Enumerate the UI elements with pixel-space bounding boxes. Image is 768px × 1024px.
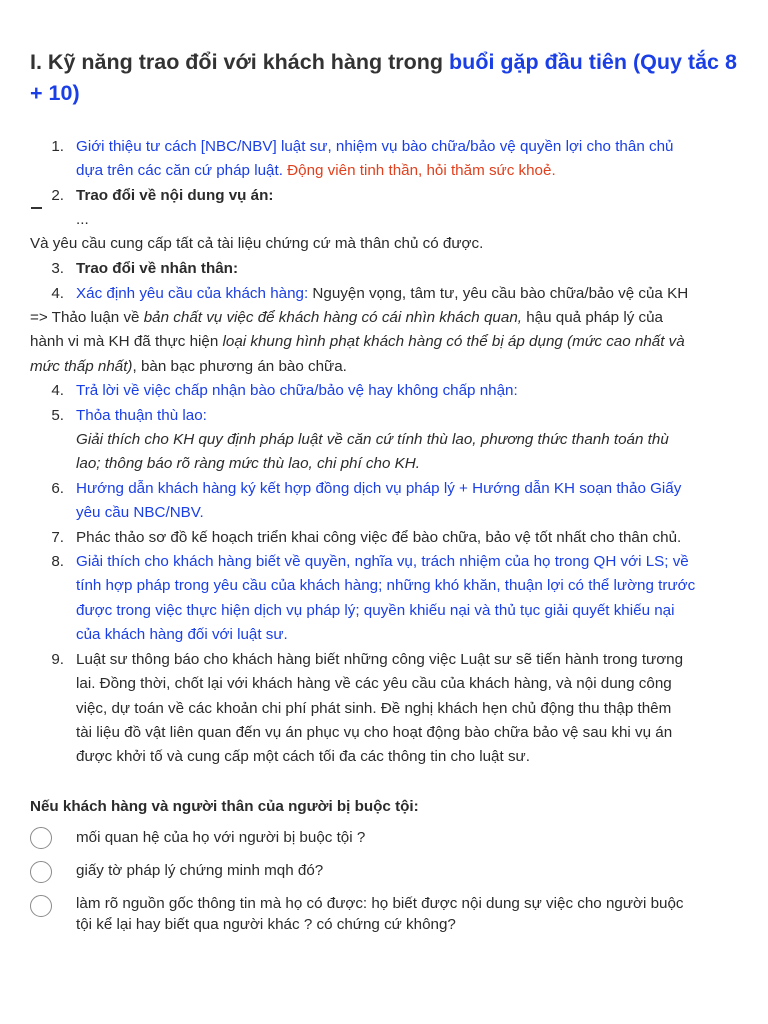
item-1-line-2: dựa trên các căn cứ pháp luật. Động viên tinh thần, hỏi thăm sức khoẻ. — [76, 162, 556, 179]
item-1-number: 1. — [51, 138, 64, 155]
checklist-item-3-line-1: làm rõ nguồn gốc thông tin mà họ có được: họ biết được nội dung sự việc cho người buộc — [76, 895, 684, 912]
item-4a-number: 4. — [51, 285, 64, 302]
item-4a-line-2: => Thảo luận về bản chất vụ việc để khách hàng có cái nhìn khách quan, hậu quả pháp lý của — [30, 309, 664, 326]
checklist-item-3-line-2: tội kể lại hay biết qua người khác ? có chứng cứ không? — [76, 916, 456, 933]
item-4a-line-3: hành vi mà KH đã thực hiện loại khung hình phạt khách hàng có thể bị áp dụng (mức cao nhất và — [30, 333, 685, 350]
title-highlight: buổi gặp đầu tiên (Quy tắc 8 — [449, 50, 737, 74]
title-highlight-cont: + 10) — [30, 81, 80, 105]
item-3-number: 3. — [51, 260, 64, 277]
item-2-text: Trao đổi về nội dung vụ án: — [76, 187, 274, 204]
item-4a-line-4: mức thấp nhất), bàn bạc phương án bào chữa. — [30, 358, 347, 375]
item-9-line-4: tài liệu đồ vật liên quan đến vụ án phục vụ cho hoạt động bào chữa bảo vệ sau khi vụ án — [76, 724, 673, 741]
item-7-number: 7. — [51, 529, 64, 546]
item-5-line-3: lao; thông báo rõ ràng mức thù lao, chi phí cho KH. — [76, 455, 420, 472]
item-8-number: 8. — [51, 553, 64, 570]
item-2-dash-text: ... — [76, 211, 89, 228]
item-8-line-4: của khách hàng đối với luật sư. — [76, 626, 288, 643]
item-7-text: Phác thảo sơ đồ kế hoạch triển khai công việc để bào chữa, bảo vệ tốt nhất cho thân chủ. — [76, 529, 682, 546]
item-1-line-1: Giới thiệu tư cách [NBC/NBV] luật sư, nhiệm vụ bào chữa/bảo vệ quyền lợi cho thân chủ — [76, 138, 674, 155]
item-5-line-2: Giải thích cho KH quy định pháp luật về căn cứ tính thù lao, phương thức thanh toán thù — [76, 431, 669, 448]
item-4b-number: 4. — [51, 382, 64, 399]
checklist-item-2: giấy tờ pháp lý chứng minh mqh đó? — [76, 862, 324, 879]
item-3-text: Trao đổi về nhân thân: — [76, 260, 239, 277]
checkbox-2[interactable] — [30, 861, 52, 883]
item-9-line-2: lai. Đồng thời, chốt lại với khách hàng về các yêu cầu của khách hàng, và nội dung công — [76, 675, 672, 692]
item-9-line-5: được khởi tố và cung cấp một cách tối đa các thông tin cho luật sư. — [76, 748, 530, 765]
item-5-text: Thỏa thuận thù lao: — [76, 407, 207, 424]
item-8-line-2: tính hợp pháp trong yêu cầu của khách hàng; những khó khăn, thuận lợi có thể lường trước — [76, 577, 696, 594]
item-8-line-1: Giải thích cho khách hàng biết về quyền, nghĩa vụ, trách nhiệm của họ trong QH với LS; về — [76, 553, 689, 570]
checklist-title: Nếu khách hàng và người thân của người bị buộc tội: — [30, 798, 419, 815]
dash-bullet — [31, 207, 42, 209]
item-4a-line-1: Xác định yêu cầu của khách hàng: Nguyện vọng, tâm tư, yêu cầu bào chữa/bảo vệ của KH — [76, 285, 689, 302]
item-9-line-1: Luật sư thông báo cho khách hàng biết những công việc Luật sư sẽ tiến hành trong tương — [76, 651, 684, 668]
item-5-number: 5. — [51, 407, 64, 424]
item-1-highlight-red: Động viên tinh thần, hỏi thăm sức khoẻ. — [287, 162, 556, 179]
checkbox-1[interactable] — [30, 827, 52, 849]
item-6-line-2: yêu cầu NBC/NBV. — [76, 504, 204, 521]
item-4b-text: Trả lời về việc chấp nhận bào chữa/bảo vệ hay không chấp nhận: — [76, 382, 518, 399]
title-prefix: I. Kỹ năng trao đổi với khách hàng trong — [30, 50, 450, 74]
item-2-number: 2. — [51, 187, 64, 204]
item-6-line-1: Hướng dẫn khách hàng ký kết hợp đồng dịch vụ pháp lý + Hướng dẫn KH soạn thảo Giấy — [76, 480, 682, 497]
note-line: Và yêu cầu cung cấp tất cả tài liệu chứng cứ mà thân chủ có được. — [30, 235, 484, 252]
item-8-line-3: được trong việc thực hiện dịch vụ pháp lý; quyền khiếu nại và thủ tục giải quyết khiếu nại — [76, 602, 675, 619]
item-9-number: 9. — [51, 651, 64, 668]
page-title — [30, 47, 745, 109]
checklist-item-1: mối quan hệ của họ với người bị buộc tội ? — [76, 829, 366, 846]
item-9-line-3: việc, dự toán về các khoản chi phí phát sinh. Đề nghị khách hẹn chủ động thu thập thêm — [76, 700, 672, 717]
item-6-number: 6. — [51, 480, 64, 497]
checkbox-3[interactable] — [30, 895, 52, 917]
